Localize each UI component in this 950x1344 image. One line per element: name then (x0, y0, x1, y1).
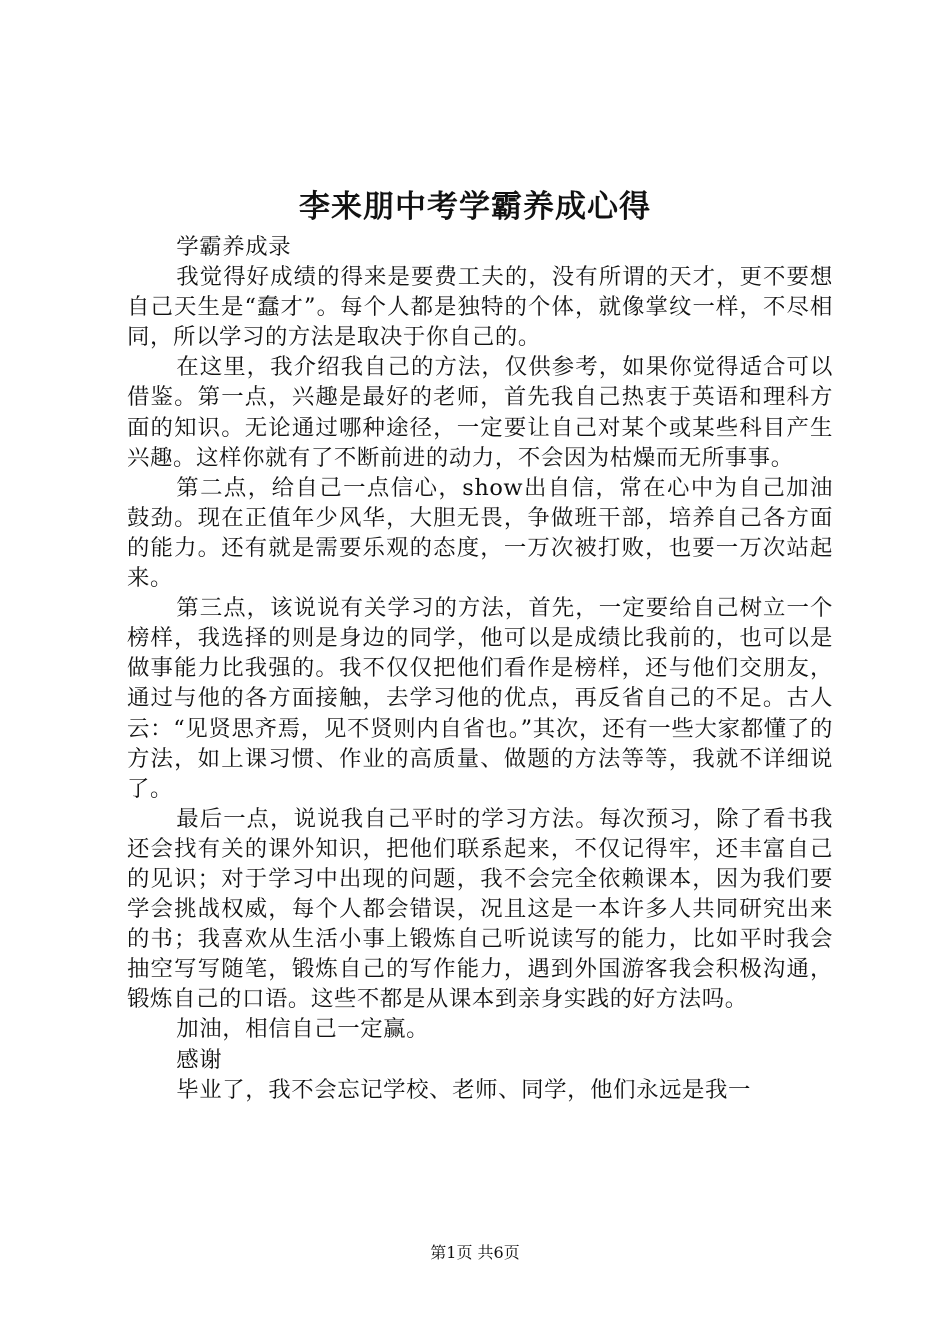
document-title: 李来朋中考学霸养成心得 (299, 189, 651, 225)
paragraph: 毕业了，我不会忘记学校、老师、同学，他们永远是我一 (176, 1076, 752, 1103)
paragraph: 在这里，我介绍我自己的方法，仅供参考，如果你觉得适合可以借鉴。第一点，兴趣是最好的老师，首先我自己热衷于英语和理科方面的知识。无论通过哪种途径，一定要让自己对某个或某些科目产生兴趣。这样你就有了不断前进的动力，不会因为枯燥而无所事事。 (127, 354, 833, 471)
document-body (127, 232, 833, 1105)
paragraph: 学霸养成录 (176, 234, 292, 260)
paragraph: 感谢 (176, 1046, 223, 1073)
paragraph: 第二点，给自己一点信心，show出自信，常在心中为自己加油鼓劲。现在正值年少风华，大胆无畏，争做班干部，培养自己各方面的能力。还有就是需要乐观的态度，一万次被打败，也要一万次站起来。 (127, 474, 833, 592)
paragraph: 我觉得好成绩的得来是要费工夫的，没有所谓的天才，更不要想自己天生是“蠢才”。每个人都是独特的个体，就像掌纹一样，不尽相同，所以学习的方法是取决于你自己的。 (127, 264, 833, 351)
paragraph: 第三点，该说说有关学习的方法，首先，一定要给自己树立一个榜样，我选择的则是身边的同学，他可以是成绩比我前的，也可以是做事能力比我强的。我不仅仅把他们看作是榜样，还与他们交朋友，通过与他的各方面接触，去学习他的优点，再反省自己的不足。古人云：“见贤思齐焉，见不贤则内自省也。”其次，还有一些大家都懂了的方法，如上课习惯、作业的高质量、做题的方法等等，我就不详细说了。 (127, 595, 833, 802)
paragraph: 最后一点，说说我自己平时的学习方法。每次预习，除了看书我还会找有关的课外知识，把他们联系起来，不仅记得牢，还丰富自己的见识；对于学习中出现的问题，我不会完全依赖课本，因为我们要学会挑战权威，每个人都会错误，况且这是一本许多人共同研究出来的书；我喜欢从生活小事上锻炼自己听说读写的能力，比如平时我会抽空写写随笔，锻炼自己的写作能力，遇到外国游客我会积极沟通，锻炼自己的口语。这些不都是从课本到亲身实践的好方法吗。 (127, 805, 833, 1013)
paragraph: 加油，相信自己一定赢。 (176, 1016, 430, 1043)
page-footer: 第1页 共6页 (430, 1243, 520, 1262)
